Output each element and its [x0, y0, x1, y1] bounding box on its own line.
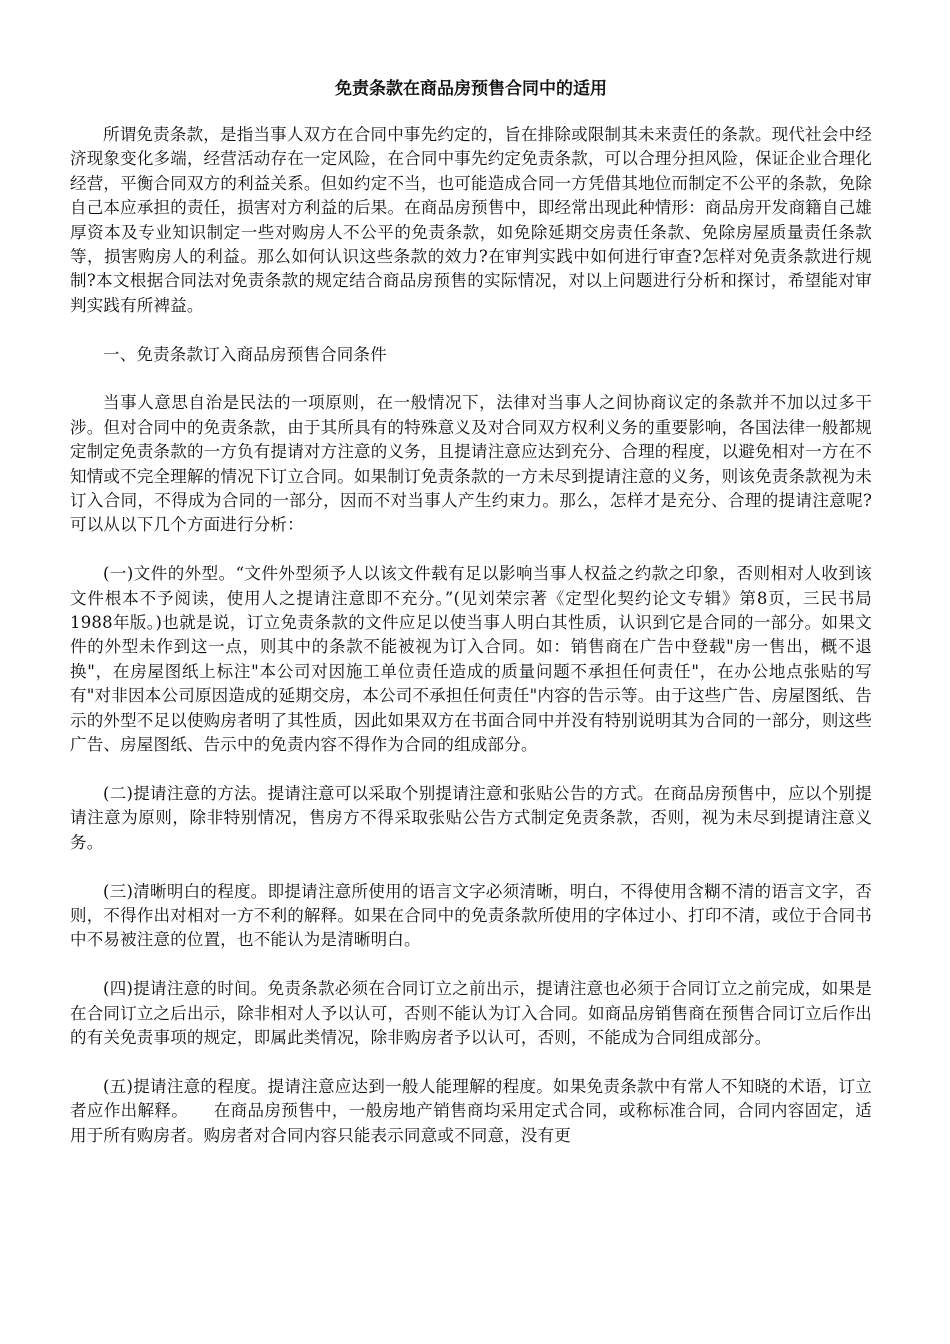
paragraph-item-4: (四)提请注意的时间。免责条款必须在合同订立之前出示，提请注意也必须于合同订立之前完成，如果是在合同订立之后出示，除非相对人予以认可，否则不能认为订入合同。如商品房销售商在预售合同订立后作出的有关免责事项的规定，即属此类情况，除非购房者予以认可，否则，不能成为合同组成部分。 — [70, 979, 872, 1047]
paragraph-item-5: (五)提请注意的程度。提请注意应达到一般人能理解的程度。如果免责条款中有常人不知晓的术语，订立者应作出解释。 在商品房预售中，一般房地产销售商均采用定式合同，或称标准合同，合同内容固定，适用于所有购房者。购房者对合同内容只能表示同意或不同意，没有更 — [70, 1076, 872, 1145]
section-heading-1: 一、免责条款订入商品房预售合同条件 — [103, 344, 387, 364]
paragraph-item-2: (二)提请注意的方法。提请注意可以采取个别提请注意和张贴公告的方式。在商品房预售中，应以个别提请注意为原则，除非特别情况，售房方不得采取张贴公告方式制定免责条款，否则，视为未尽到提请注意义务。 — [70, 783, 872, 852]
paragraph-intro: 所谓免责条款，是指当事人双方在合同中事先约定的，旨在排除或限制其未来责任的条款。现代社会中经济现象变化多端，经营活动存在一定风险，在合同中事先约定免责条款，可以合理分担风险，保证企业合理化经营，平衡合同双方的利益关系。但如约定不当，也可能造成合同一方凭借其地位而制定不公平的条款，免除自己本应承担的责任，损害对方利益的后果。在商品房预售中，即经常出现此种情形：商品房开发商籍自己雄厚资本及专业知识制定一些对购房人不公平的免责条款，如免除延期交房责任条款、免除房屋质量责任条款等，损害购房人的利益。那么如何认识这些条款的效力?在审判实践中如何进行审查?怎样对免责条款进行规制?本文根据合同法对免责条款的规定结合商品房预售的实际情况，对以上问题进行分析和探讨，希望能对审判实践有所裨益。 — [70, 125, 872, 315]
paragraph-item-3: (三)清晰明白的程度。即提请注意所使用的语言文字必须清晰，明白，不得使用含糊不清的语言文字，否则，不得作出对相对一方不利的解释。如果在合同中的免责条款所使用的字体过小、打印不清，或位于合同书中不易被注意的位置，也不能认为是清晰明白。 — [70, 881, 872, 950]
paragraph-principle: 当事人意思自治是民法的一项原则，在一般情况下，法律对当事人之间协商议定的条款并不加以过多干涉。但对合同中的免责条款，由于其所具有的特殊意义及对合同双方权利义务的重要影响，各国法律一般都规定制定免责条款的一方负有提请对方注意的义务，且提请注意应达到充分、合理的程度，以避免相对一方在不知情或不完全理解的情况下订立合同。如果制订免责条款的一方未尽到提请注意的义务，则该免责条款视为未订入合同，不得成为合同的一部分，因而不对当事人产生约束力。那么，怎样才是充分、合理的提请注意呢?可以从以下几个方面进行分析： — [70, 393, 872, 535]
paragraph-item-1: (一)文件的外型。“文件外型须予人以该文件载有足以影响当事人权益之约款之印象，否则相对人收到该文件根本不予阅读，使用人之提请注意即不充分。”(见刘荣宗著《定型化契约论文专辑》第8页，三民书局1988年版。)也就是说，订立免责条款的文件应足以使当事人明白其性质，认识到它是合同的一部分。如果文件的外型未作到这一点，则其中的条款不能被视为订入合同。如：销售商在广告中登载"房一售出，概不退换"，在房屋图纸上标注"本公司对因施工单位责任造成的质量问题不承担任何责任"，在办公地点张贴的写有"对非因本公司原因造成的延期交房，本公司不承担任何责任"内容的告示等。由于这些广告、房屋图纸、告示的外型不足以使购房者明了其性质，因此如果双方在书面合同中并没有特别说明其为合同的一部分，则这些广告、房屋图纸、告示中的免责内容不得作为合同的组成部分。 — [70, 564, 872, 755]
document-title: 免责条款在商品房预售合同中的适用 — [335, 79, 607, 99]
